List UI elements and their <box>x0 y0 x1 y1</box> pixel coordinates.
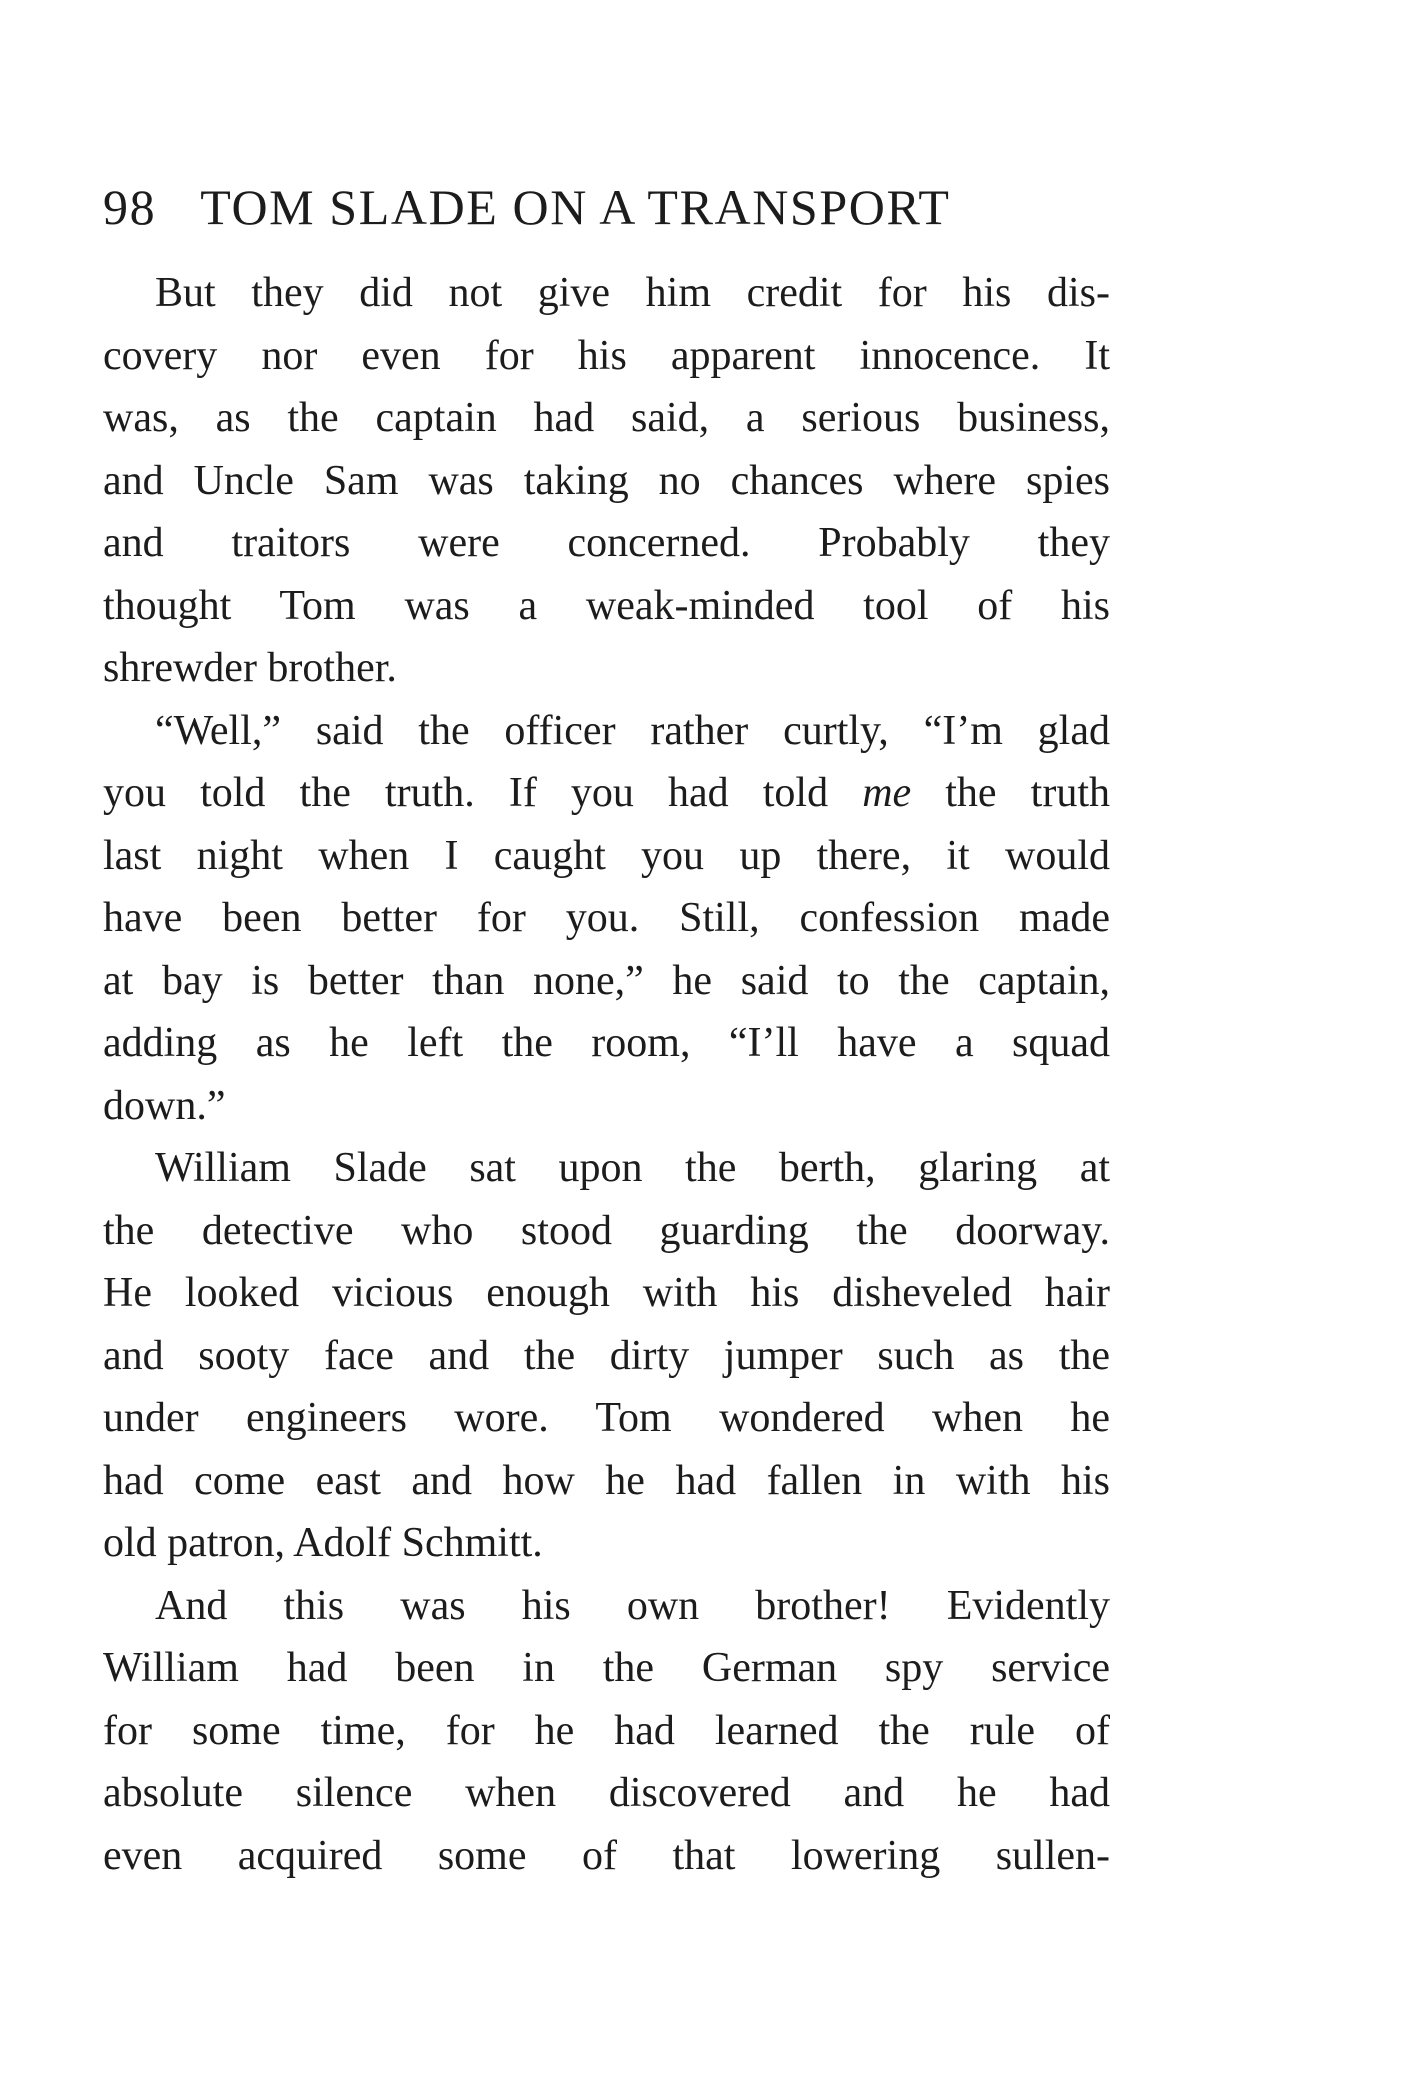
text-line: at bay is better than none,” he said to the captain, <box>103 957 1110 1004</box>
text-segment: the truth <box>911 770 1110 816</box>
running-title: TOM SLADE ON A TRANSPORT <box>200 179 951 235</box>
text-line: under engineers wore. Tom wondered when he <box>103 1395 1110 1441</box>
text-line: old patron, Adolf Schmitt. <box>103 1520 543 1566</box>
paragraph-1 <box>103 262 1110 700</box>
text-line: last night when I caught you up there, it would <box>103 832 1110 879</box>
text-line-with-italic <box>103 762 1110 825</box>
text-line: and Uncle Sam was taking no chances where spies <box>103 457 1110 504</box>
text-line: and sooty face and the dirty jumper such as the <box>103 1332 1110 1379</box>
text-segment: you told the truth. If you had told <box>103 770 829 816</box>
text-line: the detective who stood guarding the doorway. <box>103 1207 1110 1254</box>
text-line: had come east and how he had fallen in with his <box>103 1457 1110 1504</box>
text-line: covery nor even for his apparent innocence. It <box>103 332 1110 379</box>
body-text <box>103 262 1110 1887</box>
paragraph-2 <box>103 700 1110 1138</box>
text-line: shrewder brother. <box>103 645 397 691</box>
text-line: and traitors were concerned. Probably they <box>103 520 1110 566</box>
text-line: down.” <box>103 1082 226 1129</box>
paragraph-4 <box>103 1575 1110 1888</box>
running-head <box>103 172 1113 242</box>
page-number: 98 <box>103 179 157 235</box>
text-line: for some time, for he had learned the rule of <box>103 1707 1110 1754</box>
text-line: But they did not give him credit for his dis- <box>155 270 1110 316</box>
text-line: And this was his own brother! Evidently <box>155 1582 1110 1629</box>
text-line: “Well,” said the officer rather curtly, “I’m glad <box>155 707 1110 754</box>
text-line: even acquired some of that lowering sullen- <box>103 1832 1110 1879</box>
text-line: adding as he left the room, “I’ll have a squad <box>103 1020 1110 1066</box>
text-line: He looked vicious enough with his disheveled hair <box>103 1270 1110 1316</box>
text-line: was, as the captain had said, a serious business, <box>103 395 1110 441</box>
text-line: William Slade sat upon the berth, glaring at <box>155 1145 1110 1191</box>
paragraph-3 <box>103 1137 1110 1575</box>
text-line: thought Tom was a weak-minded tool of his <box>103 582 1110 629</box>
italic-word: me <box>862 770 912 816</box>
text-line: absolute silence when discovered and he had <box>103 1770 1110 1816</box>
text-line: have been better for you. Still, confession made <box>103 895 1110 941</box>
text-line: William had been in the German spy service <box>103 1645 1110 1691</box>
